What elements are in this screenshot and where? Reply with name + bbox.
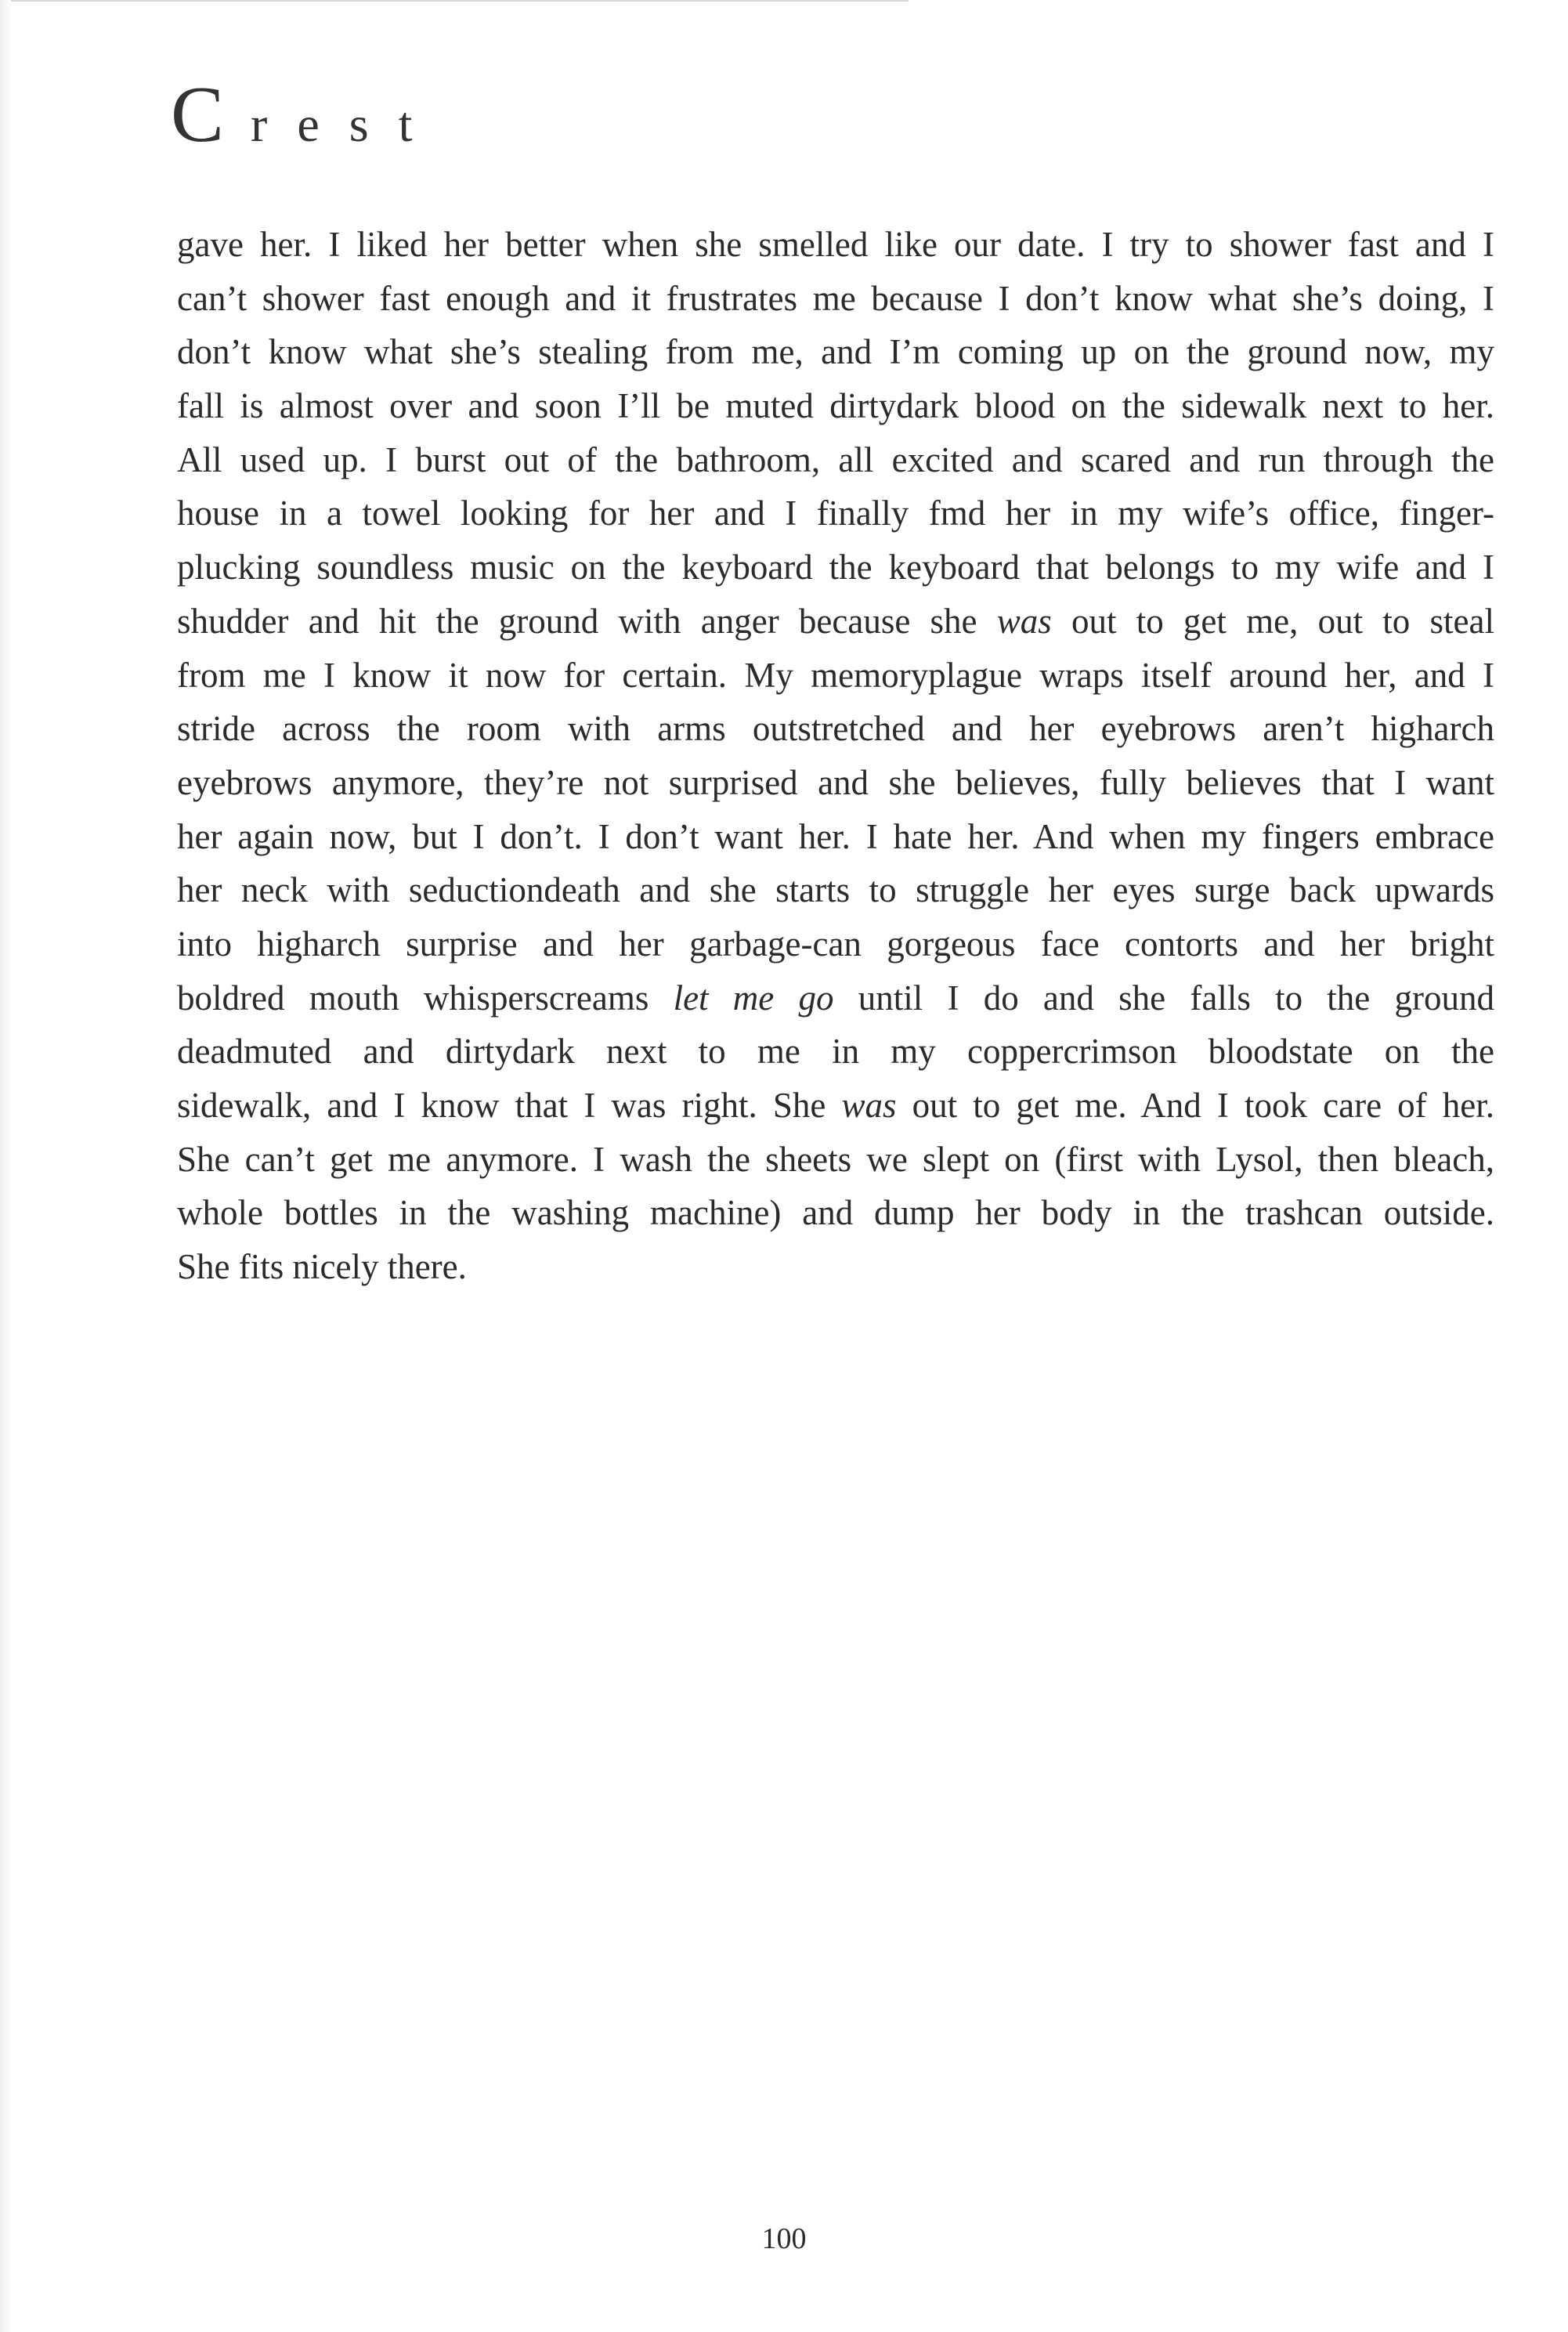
page-gutter-shadow bbox=[0, 0, 11, 2332]
text-segment: eyebrows anymore, they’re not surprised and she believes, fully believes that I want bbox=[177, 762, 1494, 802]
text-line bbox=[177, 486, 1494, 541]
text-segment: whole bottles in the washing machine) and dump her body in the trashcan outside. bbox=[177, 1193, 1494, 1233]
text-segment: boldred mouth whisperscreams bbox=[177, 978, 674, 1018]
italic-text: was bbox=[996, 601, 1052, 641]
text-line bbox=[177, 218, 1494, 272]
text-line bbox=[177, 1240, 1494, 1294]
text-line bbox=[177, 702, 1494, 756]
text-line bbox=[177, 863, 1494, 917]
text-segment: from me I know it now for certain. My memoryplague wraps itself around her, and I bbox=[177, 655, 1494, 695]
text-line bbox=[177, 917, 1494, 971]
text-line bbox=[177, 433, 1494, 487]
text-line bbox=[177, 1186, 1494, 1240]
text-line bbox=[177, 379, 1494, 433]
running-head-rest: rest bbox=[251, 96, 443, 152]
text-segment: her again now, but I don’t. I don’t want her. I hate her. And when my fingers embrace bbox=[177, 816, 1494, 856]
text-line bbox=[177, 595, 1494, 649]
text-segment: can’t shower fast enough and it frustrates me because I don’t know what she’s doing, I bbox=[177, 278, 1494, 318]
text-segment: out to get me. And I took care of her. bbox=[896, 1086, 1494, 1125]
text-segment: sidewalk, and I know that I was right. She bbox=[177, 1086, 842, 1125]
text-segment: house in a towel looking for her and I finally fmd her in my wife’s office, finger- bbox=[177, 494, 1494, 533]
text-line bbox=[177, 541, 1494, 595]
italic-text: let me go bbox=[673, 978, 834, 1018]
text-segment: her neck with seductiondeath and she starts to struggle her eyes surge back upwards bbox=[177, 870, 1494, 910]
text-segment: All used up. I burst out of the bathroom, all excited and scared and run through the bbox=[177, 439, 1494, 479]
text-segment: out to get me, out to steal bbox=[1051, 601, 1494, 641]
text-segment: shudder and hit the ground with anger because she bbox=[177, 601, 997, 641]
text-line bbox=[177, 272, 1494, 326]
text-segment: fall is almost over and soon I’ll be muted dirtydark blood on the sidewalk next to her. bbox=[177, 386, 1494, 426]
text-segment: stride across the room with arms outstretched and her eyebrows aren’t higharch bbox=[177, 709, 1494, 749]
running-head-title bbox=[171, 72, 442, 168]
text-line bbox=[177, 971, 1494, 1025]
text-line bbox=[177, 756, 1494, 810]
text-line bbox=[177, 1025, 1494, 1079]
text-line bbox=[177, 810, 1494, 864]
text-segment: deadmuted and dirtydark next to me in my coppercrimson bloodstate on the bbox=[177, 1032, 1494, 1072]
text-segment: until I do and she falls to the ground bbox=[833, 978, 1494, 1018]
text-line bbox=[177, 649, 1494, 703]
text-segment: She fits nicely there. bbox=[177, 1247, 467, 1287]
running-head-initial: C bbox=[171, 71, 251, 159]
body-paragraph bbox=[177, 218, 1494, 1294]
text-line bbox=[177, 1133, 1494, 1187]
text-segment: don’t know what she’s stealing from me, and I’m coming up on the ground now, my bbox=[177, 332, 1494, 372]
text-segment: She can’t get me anymore. I wash the sheets we slept on (first with Lysol, then bleach, bbox=[177, 1139, 1494, 1179]
text-line bbox=[177, 325, 1494, 379]
text-segment: into higharch surprise and her garbage-can gorgeous face contorts and her bright bbox=[177, 924, 1494, 964]
italic-text: was bbox=[841, 1086, 897, 1125]
text-line bbox=[177, 1079, 1494, 1133]
page-top-edge bbox=[0, 0, 909, 2]
text-segment: plucking soundless music on the keyboard the keyboard that belongs to my wife and I bbox=[177, 548, 1494, 588]
page-number: 100 bbox=[761, 2222, 807, 2255]
text-segment: gave her. I liked her better when she smelled like our date. I try to shower fast and I bbox=[177, 225, 1494, 264]
